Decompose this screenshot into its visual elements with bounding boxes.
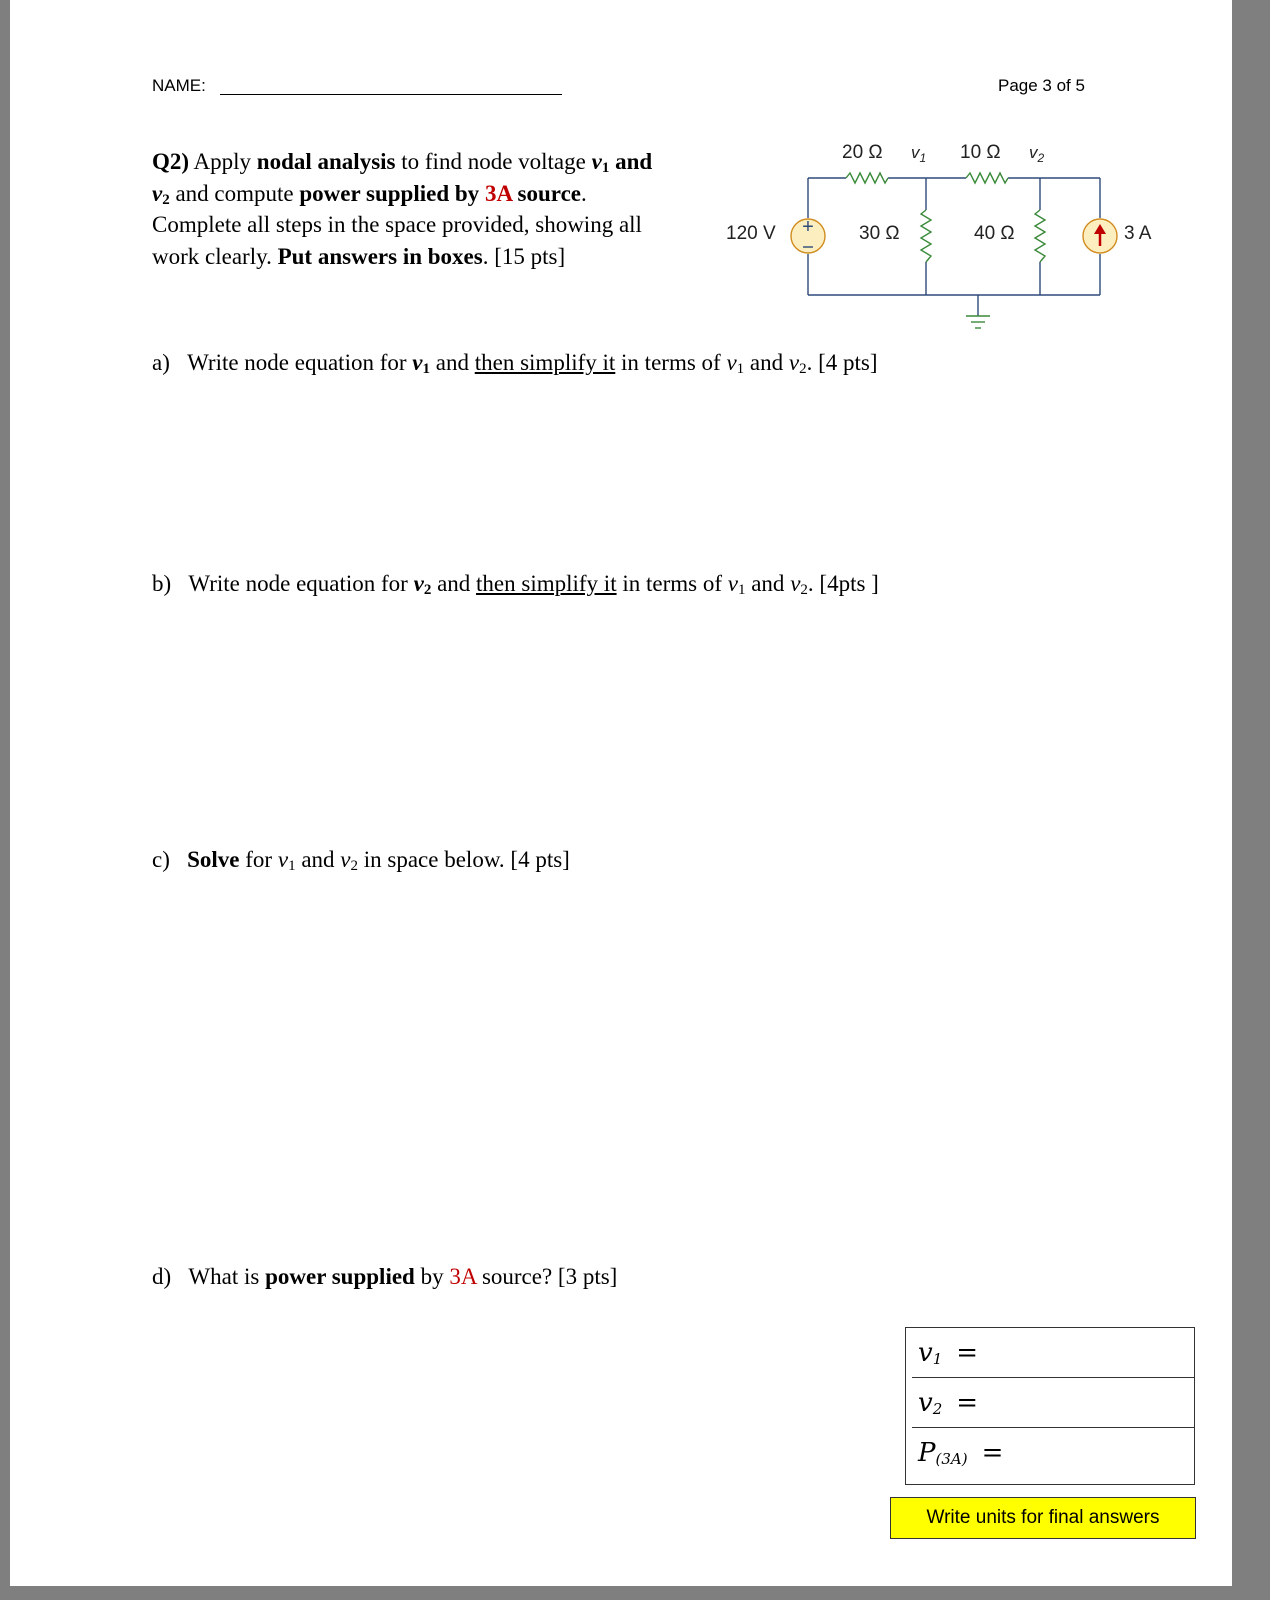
node-v2-label: $v_2$ [1029, 143, 1045, 165]
resistor-20-label: 20 Ω [842, 142, 883, 163]
resistor-40-label: 40 Ω [974, 223, 1015, 244]
ground-icon [966, 316, 990, 328]
answer-row-v1[interactable]: $v_1$ = [912, 1328, 1194, 1378]
resistor-20-ohm [846, 173, 888, 183]
part-c: c) Solve for $v_1$ and $v_2$ in space below. [4 pts] [152, 847, 570, 874]
answer-row-v2[interactable]: $v_2$ = [912, 1378, 1194, 1428]
answer-row-p3a[interactable]: $P_{(3A)}$ = [918, 1438, 1004, 1468]
svg-text:+: + [802, 216, 814, 238]
document-page [10, 0, 1232, 1586]
page-number: Page 3 of 5 [998, 76, 1085, 95]
resistor-40-ohm [1035, 210, 1045, 262]
circuit-wires [808, 178, 1100, 316]
circuit-diagram [710, 130, 1190, 350]
name-blank-line [220, 94, 562, 95]
resistor-10-label: 10 Ω [960, 142, 1001, 163]
question-text: Q2) Apply nodal analysis to find node voltage $v_1$ and $v_2$ and compute power supplied by 3A source. Complete all steps in the space provided, showing all work clearly. Put answers in boxes. [15 pts] [152, 149, 653, 269]
part-d: d) What is power supplied by 3A source? [3 pts] [152, 1264, 618, 1289]
current-source-label: 3 A [1124, 223, 1152, 244]
voltage-source-label: 120 V [726, 223, 776, 244]
answer-box [905, 1327, 1195, 1485]
part-a: a) Write node equation for $v_1$ and then simplify it in terms of $v_1$ and $v_2$. [4 pts] [152, 350, 878, 377]
part-b: b) Write node equation for $v_2$ and then simplify it in terms of $v_1$ and $v_2$. [4pts ] [152, 571, 879, 598]
resistor-30-label: 30 Ω [859, 223, 900, 244]
resistor-10-ohm [966, 173, 1008, 183]
node-v1-label: $v_1$ [911, 143, 927, 165]
name-label: NAME: [152, 76, 206, 95]
question-number: Q2) [152, 149, 190, 174]
units-note: Write units for final answers [890, 1497, 1196, 1539]
resistor-30-ohm [921, 210, 931, 262]
